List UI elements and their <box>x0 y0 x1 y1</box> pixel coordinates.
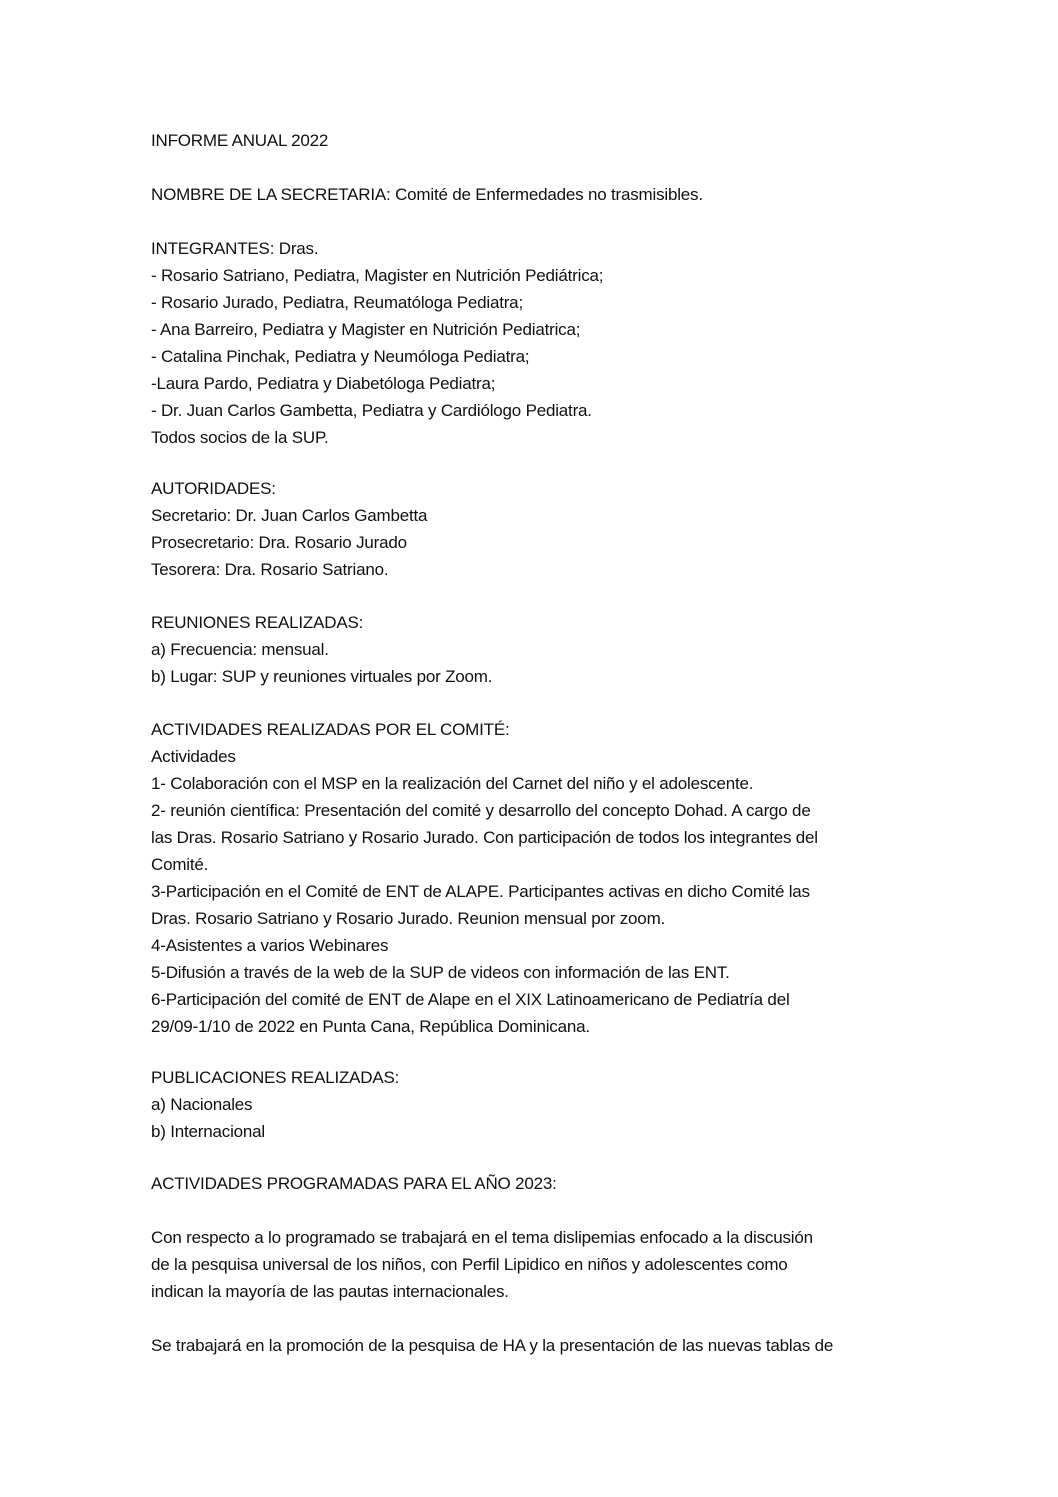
actividad-line: 5-Difusión a través de la web de la SUP de videos con información de las ENT. <box>151 963 730 982</box>
actividad-line: 4-Asistentes a varios Webinares <box>151 936 389 955</box>
integrantes-heading: INTEGRANTES: Dras. <box>151 239 319 258</box>
autoridades-heading: AUTORIDADES: <box>151 479 276 498</box>
integrante-item: - Ana Barreiro, Pediatra y Magister en Nutrición Pediatrica; <box>151 320 581 339</box>
actividad-line: 2- reunión científica: Presentación del comité y desarrollo del concepto Dohad. A cargo de <box>151 801 811 820</box>
actividad-line: 29/09-1/10 de 2022 en Punta Cana, República Dominicana. <box>151 1017 590 1036</box>
integrante-item: -Laura Pardo, Pediatra y Diabetóloga Pediatra; <box>151 374 496 393</box>
actividad-line: Dras. Rosario Satriano y Rosario Jurado. Reunion mensual por zoom. <box>151 909 666 928</box>
paragraph-line: Con respecto a lo programado se trabajará en el tema dislipemias enfocado a la discusión <box>151 1228 813 1247</box>
integrante-item: - Dr. Juan Carlos Gambetta, Pediatra y Cardiólogo Pediatra. <box>151 401 592 420</box>
report-title: INFORME ANUAL 2022 <box>151 131 329 150</box>
reunion-item: a) Frecuencia: mensual. <box>151 640 329 659</box>
actividad-line: 3-Participación en el Comité de ENT de ALAPE. Participantes activas en dicho Comité las <box>151 882 810 901</box>
paragraph-line: Se trabajará en la promoción de la pesquisa de HA y la presentación de las nuevas tablas de <box>151 1336 834 1355</box>
actividad-line: 6-Participación del comité de ENT de Alape en el XIX Latinoamericano de Pediatría del <box>151 990 790 1009</box>
programadas-paragraph-2 <box>151 1332 921 1359</box>
integrante-item: - Rosario Satriano, Pediatra, Magister en Nutrición Pediátrica; <box>151 266 604 285</box>
publicaciones-heading: PUBLICACIONES REALIZADAS: <box>151 1068 400 1087</box>
integrante-item: - Catalina Pinchak, Pediatra y Neumóloga Pediatra; <box>151 347 530 366</box>
actividad-line: Actividades <box>151 747 236 766</box>
report-title-block <box>151 127 921 154</box>
paragraph-line: indican la mayoría de las pautas internacionales. <box>151 1282 509 1301</box>
actividades-section <box>151 716 921 1040</box>
autoridad-item: Prosecretario: Dra. Rosario Jurado <box>151 533 407 552</box>
autoridad-item: Secretario: Dr. Juan Carlos Gambetta <box>151 506 428 525</box>
secretaria-name: NOMBRE DE LA SECRETARIA: Comité de Enfermedades no trasmisibles. <box>151 185 703 204</box>
publicacion-item: b) Internacional <box>151 1122 265 1141</box>
actividad-line: Comité. <box>151 855 209 874</box>
integrante-item: - Rosario Jurado, Pediatra, Reumatóloga Pediatra; <box>151 293 523 312</box>
autoridad-item: Tesorera: Dra. Rosario Satriano. <box>151 560 389 579</box>
autoridades-section <box>151 475 921 583</box>
paragraph-line: de la pesquisa universal de los niños, con Perfil Lipidico en niños y adolescentes como <box>151 1255 788 1274</box>
integrantes-note: Todos socios de la SUP. <box>151 428 329 447</box>
programadas-heading-block <box>151 1170 921 1197</box>
reunion-item: b) Lugar: SUP y reuniones virtuales por Zoom. <box>151 667 493 686</box>
publicaciones-section <box>151 1064 921 1145</box>
reuniones-section <box>151 609 921 690</box>
integrantes-section <box>151 235 921 451</box>
publicacion-item: a) Nacionales <box>151 1095 253 1114</box>
programadas-paragraph-1 <box>151 1224 921 1305</box>
actividad-line: las Dras. Rosario Satriano y Rosario Jurado. Con participación de todos los integrantes del <box>151 828 818 847</box>
actividades-heading: ACTIVIDADES REALIZADAS POR EL COMITÉ: <box>151 720 510 739</box>
secretaria-block <box>151 181 921 208</box>
reuniones-heading: REUNIONES REALIZADAS: <box>151 613 364 632</box>
actividad-line: 1- Colaboración con el MSP en la realización del Carnet del niño y el adolescente. <box>151 774 754 793</box>
programadas-heading: ACTIVIDADES PROGRAMADAS PARA EL AÑO 2023: <box>151 1174 557 1193</box>
